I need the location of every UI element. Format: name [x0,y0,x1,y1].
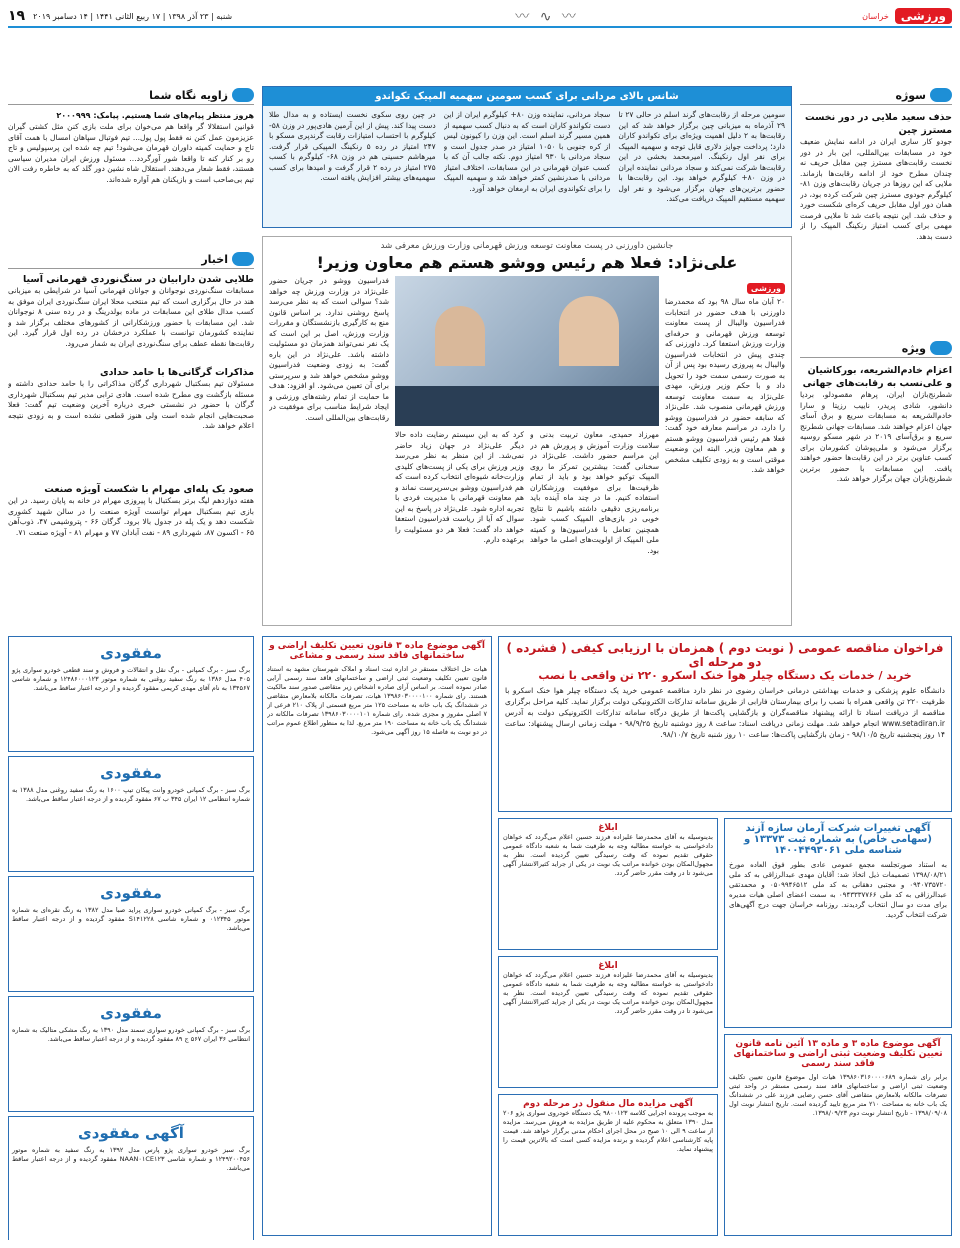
story2-body: شطرنج‌بازان ایران، پرهام مقصودلو، بردیا دانشور، شادی پریدر، ناییب رزیتا و سارا خادم‌الشریعه به مسابقات سریع و برق آسای جهان اعزام خواهند شد. مسابقات جهانی شطرنج سریع و برق‌آسای ۲۰۱۹ در شهر مسکو روسیه برگزار می‌شود و ملی‌پوشان کشورمان برای کسب عناوین برتر در این رقابت‌ها حضور خواهند یافت. این مسابقات با حضور برترین شطرنج‌بازان جهان برگزار خواهد شد. [800,390,952,483]
law-body: برابر رای شماره ۱۳۹۸۶۰۳۱۶۰۰۰۰۶۸۹ هیات اول موضوع قانون تعیین تکلیف وضعیت ثبتی اراضی و ساختمانهای فاقد سند رسمی مستقر در واحد ثبتی تصرفات مالکانه بلامعارض متقاضی آقای حسن رضایی فرزند علی در ششدانگ یک باب خانه به مساحت ۲۱۰ متر مربع تایید گردیده است. تاریخ انتشار نوبت اول ۱۳۹۸/۰۹/۰۸ - تاریخ انتشار نوبت دوم ۱۳۹۸/۰۹/۲۳. [729,1073,947,1117]
tender-body: دانشگاه علوم پزشکی و خدمات بهداشتی درمانی خراسان رضوی در نظر دارد مناقصه عمومی خرید یک دستگاه چیلر هوا خنک اسکرو با ظرفیت ۲۲۰ تن واقعی همراه با نصب را برای بیمارستان فارابی از طریق سامانه تدارکات الکترونیکی دولت برگزار نماید. کلیه مراحل برگزاری مناقصه از دریافت اسناد تا ارائه پیشنهاد مناقصه‌گران و بازگشایی پاکت‌ها از طریق درگاه سامانه تدارکات الکترونیکی دولت به آدرس www.setadiran.ir انجام خواهد شد. مهلت زمانی دریافت اسناد: ساعت ۸ روز دوشنبه تاریخ ۹۸/۹/۲۵ - مهلت زمانی ارسال پیشنهاد: ساعت ۱۴ روز پنجشنبه تاریخ ۹۸/۱۰/۵ - زمان بازگشایی پاکت‌ها: ساعت ۱۰ روز شنبه تاریخ ۹۸/۱۰/۷. [505,686,945,739]
tender-ad [498,636,952,812]
news-body-1: مسابقات سنگ‌نوردی نوجوانان و جوانان قهرمانی آسیا در شرایطی به میزبانی هند در حال برگزاری است که تیم منتخب محلا ایران سنگ‌نوردی ایران موفق به کسب مدال طلای این مسابقات در ماده بولدرینگ و در رده سنی ۸ نوجوانان شد. این مسابقات با حضور ورزشکارانی از کشورهای مختلف برگزار شد و نماینده کشورمان توانست با عملکرد درخشان در رده اول قرار گیرد. این رقابت‌ها نقطه عطف برای سنگ‌نوردی ایران به شمار می‌رود. [8,286,254,348]
lost-title: مفقودی [100,1004,162,1022]
section-icon [232,252,254,266]
news-body-3: هفته دوازدهم لیگ برتر بسکتبال با پیروزی مهرام در خانه به پایان رسید. در این بازی تیم بسکتبال مهرام توانست آویژه صنعت را در سالن شهید کشوری شکست دهد و یک پله در جدول بالا برود. گرگان ۶۶ - پتروشیمی ۴۷، ذوب‌آهن ۶۵ - اکسون ۸۷، شهرداری ۸۹ - نفت آبادان ۷۷ و مهرام ۸۱ - آویژه صنعت ۷۱. [8,496,254,537]
left-column [8,86,254,626]
lost-text: برگ سبز - برگ کمپانی خودرو وانت پیکان تیپ ۱۶۰۰ به رنگ سفید روغنی مدل ۱۳۸۸ به شماره انتظامی ۱۲ ایران ۳۴۵ ب ۶۷ مفقود گردیده و از درجه اعتبار ساقط می‌باشد. [12,786,250,803]
article-kicker: جانشین داورزنی در پست معاونت توسعه ورزش قهرمانی وزارت ورزش معرفی شد [380,241,674,251]
news-title-3: صعود یک پله‌ای مهرام با شکست آویژه صنعت [44,484,254,495]
section-tag-akhbar: اخبار [8,250,254,268]
person-right [559,296,619,366]
article-col3: کرد که به این سیستم رضایت داده حالا دیگر علی‌نژاد در جهان زیاد حاضر نمی‌شد. از این منظر به نظر می‌رسد وزیر ورزش برای یکی از پست‌های کلیدی وزارت‌خانه شیوه‌ای انتخاب کرده است که هم فدراسیون ووشو بی‌سرپرست نماند و هم معاونت قهرمانی با مدیریت فردی با تجربه اداره شود. علی‌نژاد در پاسخ به این سوال که آیا از ریاست فدراسیون استعفا خواهد داد گفت: فعلا هر دو مسئولیت را برعهده دارم. [395,430,524,544]
lost-item-3 [8,876,254,992]
section-icon [232,88,254,102]
article-col1: ۲۰ آبان ماه سال ۹۸ بود که محمدرضا داورزنی با هدف حضور در انتخابات فدراسیون والیبال از پست معاونت توسعه ورزش قهرمانی و حرفه‌ای وزارت ورزش استعفا کرد. داورزنی که چندی پیش در انتخابات فدراسیون والیبال به پیروزی رسیده بود پس از آن به صورت رسمی سمت خود را تحویل داد و با حکم وزیر ورزش، مهدی علی‌نژاد به سمت معاونت توسعه ورزش قهرمانی منصوب شد. علی‌نژاد که سابقه حضور در فدراسیون ووشو را دارد، در مراسم معارفه خود گفت: فعلا هم رئیس فدراسیون ووشو هستم و هم معاون وزیر. البته این وضعیت موقتی است و به زودی تکلیف مشخص خواهد شد. [665,297,785,474]
section-icon [930,88,952,102]
person-left [435,306,485,366]
lost-text: برگ سبز - برگ کمپانی خودرو سواری سمند مدل ۱۳۹۰ به رنگ مشکی متالیک به شماره انتظامی ۳۶ ایران ۵۶۷ ج ۸۹ مفقود گردیده و از درجه اعتبار ساقط می‌باشد. [12,1026,250,1043]
taekwondo-col1: سومین مرحله از رقابت‌های گرند اسلم در حالی ۲۷ تا ۲۹ آذرماه به میزبانی چین برگزار خواهد شد که این رقابت‌ها به ۲ دلیل اهمیت ویژه‌ای برای تکواندو کاران دارد؛ پرداخت جوایز دلاری قابل توجه و سهمیه المپیک برای نفر اول رنکینگ. امیرمحمد بخشی در این رقابت‌ها شرکت نمی‌کند و سجاد مردانی نماینده ایران در وزن ۸۰+ کیلوگرم خواهد بود. این رقابت‌ها با حضور برترین‌های جهان برگزار می‌شود و نفر اول سهمیه مستقیم المپیک دریافت می‌کند. [618,110,785,203]
land-title: آگهی موضوع ماده ۳ قانون تعیین تکلیف اراضی و ساختمانهای فاقد سند رسمی و مشاعی [269,641,485,661]
lost-title: مفقودی [100,884,162,902]
taekwondo-title: شانس بالای مردانی برای کسب سومین سهمیه المپیک تکواندو [263,87,791,106]
law-title: آگهی موضوع ماده ۳ و ماده ۱۳ آئین نامه قانون تعیین تکلیف وضعیت ثبتی اراضی و ساختمانهای فاقد سند رسمی [733,1039,943,1069]
company-ad [724,818,952,1028]
notice-body: بدینوسیله به آقای محمدرضا علیزاده فرزند حسین اعلام می‌گردد که خواهان دادخواستی به خواسته مطالبه وجه به طرفیت شما به شعبه دادگاه عمومی حقوقی تقدیم نموده که وقت رسیدگی تعیین گردیده است. نظر به مجهول‌المکان بودن خوانده مراتب یک نوبت در یکی از جراید کثیرالانتشار آگهی می‌شود تا در وقت مقرر حاضر گردد. [503,833,713,877]
company-title: آگهی تغییرات شرکت آرمان سازه آزند (سهامی خاص) به شماره ثبت ۱۳۳۷۳ و شناسه ملی ۱۴۰۰۴۴۹۳۰۶۱ [744,823,932,856]
company-body: به استناد صورتجلسه مجمع عمومی عادی بطور فوق العاده مورخ ۱۳۹۸/۰۸/۲۱ تصمیمات ذیل اتخاذ شد: آقایان مهدی عبدالرزاقی به کد ملی ۰۹۴۰۷۳۵۷۲۰ و مجتبی دهقانی به کد ملی ۰۵۰۹۹۴۶۵۱۲ و محمدتقی عبدالرزاقی به کد ملی ۰۹۴۳۳۳۷۷۶۶ به سمت اعضای اصلی هیات مدیره برای مدت دو سال انتخاب گردیدند. روزنامه خراسان جهت درج آگهی‌های شرکت انتخاب گردید. [729,861,947,919]
sms-body: قوانین استقلالا گر واقعا هم می‌خوان برای ملت بازی کنن مثل کشتی گیران عزیزمون عمل کنن نه فقط پول پول... تیم فوتبال سپاهان امسال با همت آقای تاج و حمایت کمیته داوران قهرمان می‌شود! تیم چه شده این پرسپولیس و تاج رو بر کنار کنه تا واقعا شور آورگردد... مسئول ورزش ایران مدیران سیاسی هستند، فقط شعار می‌دهند. استقلال شاه نشین دور گلد که به خاطره رفت الان تیم بی‌صاحب است و بازیکنان هم آواره شده‌اند. [8,122,254,184]
article-col4: فدراسیون ووشو در جریان حضور علی‌نژاد در وزارت ورزش چه خواهد شد؟ سوالی است که به نظر می‌رسد پاسخ روشنی ندارد. بر اساس قانون منع به کارگیری بازنشستگان و مقررات وزارت ورزش، اصل بر این است که یک نفر نمی‌تواند همزمان دو مسئولیت داشته باشد. علی‌نژاد در این باره گفت: به زودی وضعیت فدراسیون ووشو مشخص خواهد شد و سرپرستی برای آن تعیین می‌شود. او افزود: هدف ما حمایت از تمام رشته‌های ورزشی و ایجاد شرایط مناسب برای موفقیت در رقابت‌های بین‌المللی است. [269,276,389,422]
lost-special-title: آگهی مفقودی [78,1124,184,1142]
article-title: علی‌نژاد: فعلا هم رئیس ووشو هستم هم معاون وزیر! [316,253,738,272]
brand-logo: ورزشی [895,8,952,24]
notice-title: ابلاغ [598,961,618,971]
story1-body: جودو کار ساری ایران در ادامه نمایش ضعیف خود در مسابقات بین‌المللی، این بار در دور نخست رقابت‌های مسترز چین مقابل حریف نه چندان مطرح خود از ادامه رقابت‌ها بازماند. ملایی که این روزها در جریان رقابت‌های وزن ۸۱- کیلوگرم جودوی مسترز چین شرکت کرده بود، در همان دور اول مقابل حریف کره‌ای شکست خورد و حذف شد. این نتیجه باعث شد تا ملایی فرصت مهمی برای کسب امتیاز رنکینگ المپیک را از دست بدهد. [800,137,952,241]
section-tag-vizhe: ویژه [800,339,952,357]
story2-title: اعزام خادم‌الشریعه، بورکاشیان و علی‌نسب به رقابت‌های جهانی [802,365,952,389]
section-icon [930,341,952,355]
taekwondo-box [262,86,792,228]
article-col2: مهرزاد حمیدی، معاون تربیت بدنی و سلامت وزارت آموزش و پرورش هم در این مراسم حضور داشت. علی‌نژاد در سخنانی گفت: بیشترین تمرکز ما روی المپیک توکیو خواهد بود و باید از تمام ظرفیت‌ها برای موفقیت ورزشکاران استفاده کنیم. ما در چند ماه آینده باید برنامه‌ریزی دقیقی داشته باشیم تا نتایج خوبی در بازی‌های المپیک کسب شود. همچنین تعامل با فدراسیون‌ها و کمیته ملی المپیک از اولویت‌های اصلی ما خواهد بود. [530,430,659,555]
lost-column [8,636,254,1240]
law-ad [724,1034,952,1236]
lost-text: برگ سبز - برگ کمپانی - برگ نقل و انتقالات و فروش و سند قطعی خودرو سواری پژو ۴۰۵ مدل ۱۳۸۶ به رنگ سفید روغنی به شماره موتور ۱۲۴۸۶۰۰۰۱۲۳ و شماره شاسی ۱۳۴۵۶۷ به نام آقای مهدی کریمی مفقود گردیده و از درجه اعتبار ساقط می‌باشد. [12,666,251,692]
lost-title: مفقودی [100,644,162,662]
article-photo [395,276,659,426]
right-column [800,86,952,706]
sms-line: هروز منتظر پیام‌های شما هستیم. پیامک: ۲۰۰۰۹۹۹ [56,111,254,120]
news-body-2: مسئولان تیم بسکتبال شهرداری گرگان مذاکراتی را با حامد حدادی داشته و مسئله بازگشت وی مطرح شده است. هادی ترابی مدیر تیم بسکتبال شهرداری گرگان با حضور در نشستی خبری درباره آخرین وضعیت تیم گفت: فعلا صحبت‌هایی انجام شده است ولی هنوز قطعی نشده است و به زودی نتیجه اعلام خواهد شد. [8,379,254,430]
taekwondo-col2: سجاد مردانی، نماینده وزن ۸۰+ کیلوگرم ایران از این دست تکواندو کاران است که به دنبال کسب سهمیه از همین مسیر گرند اسلم است. این وزن را کیونون لیس از کره جنوبی با ۱۰۵۰ امتیاز در صدر جدول است و سجاد مردانی با ۹۳۰ امتیاز دوم. نکته جالب آن که با کسب عنوان قهرمانی در این مسابقات، اختلاف امتیاز مردانی با صدرنشین کمتر خواهد شد و سهمیه المپیک را برای تکواندوی ایران به ارمغان خواهد آورد. [443,110,611,193]
lost-text: برگ سبز - برگ کمپانی خودرو سواری پراید صبا مدل ۱۳۸۲ به رنگ نقره‌ای به شماره موتور ۰۱۲۳۴۵ و شماره شاسی S۱۴۱۲۲۸ مفقود گردیده و از درجه اعتبار ساقط می‌باشد. [12,906,250,932]
auction-body: به موجب پرونده اجرایی کلاسه ۹۸۰۰۱۲۳ یک دستگاه خودروی سواری پژو ۲۰۶ مدل ۱۳۹۰ متعلق به محکوم علیه از طریق مزایده به فروش می‌رسد. مزایده از ساعت ۹ الی ۱۰ صبح در محل اجرای احکام مدنی برگزار خواهد شد. قیمت پایه کارشناسی اعلام گردیده و برنده مزایده کسی است که بالاترین قیمت را پیشنهاد نماید. [503,1109,713,1153]
land-ad [262,636,492,1236]
tender-title: فراخوان مناقصه عمومی ( نوبت دوم ) همزمان با ارزیابی کیفی ( فشرده ) دو مرحله ای [506,641,944,669]
notice-ad-1 [498,818,718,950]
taekwondo-col3: در چین روی سکوی نخست ایستاده و به مدال طلا دست پیدا کند. پیش از این آرمین هادی‌پور در وزن ۵۸- کیلوگرم با احتساب امتیازات رقابت گرندپری مسکو با ۲۴۷ امتیاز در رده ۵ رنکینگ المپیکی قرار گرفت. میرهاشم حسینی هم در وزن ۶۸- کیلوگرم با کسب ۲۷۵ امتیاز در رده ۲ قرار گرفت و امیدها برای کسب سهمیه‌های بیشتر افزایش یافته است. [268,110,436,182]
header-date: شنبه | ۲۳ آذر ۱۳۹۸ | ۱۷ ربیع الثانی ۱۴۴۱ | ۱۴ دسامبر ۲۰۱۹ [33,11,233,21]
article-badge: ورزشی [747,283,785,294]
notice-title: ابلاغ [598,823,618,833]
auction-ad [498,1094,718,1236]
lost-title: مفقودی [100,764,162,782]
tender-subtitle: خرید / خدمات یک دستگاه چیلر هوا خنک اسکرو ۲۲۰ تن واقعی با نصب [538,669,912,682]
brand-sub: خراسان [862,11,889,21]
news-title-1: طلایی شدن دارابیان در سنگ‌نوردی قهرمانی آسیا [22,274,254,285]
lost-item-4 [8,996,254,1112]
header-signature: 〰 ∿ 〰 [515,9,579,25]
lost-item-2 [8,756,254,872]
auction-title: آگهی مزایده مال منقول در مرحله دوم [523,1099,693,1109]
page-header [8,6,952,28]
story1-title: حذف سعید ملایی در دور نخست مسترز چین [805,112,952,136]
section-tag-zavie: زاویه نگاه شما [8,86,254,104]
lost-text: برگ سبز خودرو سواری پژو پارس مدل ۱۳۹۲ به رنگ سفید به شماره موتور ۱۲۴۹۲۰۰۴۵۶ و شماره شاسی NAAN۰۱CE۱۲۳ مفقود گردیده و از درجه اعتبار ساقط می‌باشد. [12,1146,250,1172]
news-title-2: مذاکرات گرگانی‌ها با حامد حدادی [99,367,254,378]
land-body: هیات حل اختلاف مستقر در اداره ثبت اسناد و املاک شهرستان مشهد به استناد قانون تعیین تکلیف وضعیت ثبتی اراضی و ساختمانهای فاقد سند رسمی آرایی صادر نموده است. بر اساس آرای صادره اشخاص زیر متقاضی صدور سند مالکیت هستند. رای شماره ۱۳۹۸۶۰۳۰۰۰۰۱۰۰ هیات، تصرفات مالکانه بلامعارض متقاضی در ششدانگ یک باب خانه به مساحت ۱۲۵ متر مربع قسمتی از پلاک ۲۱۰ فرعی از ۷ اصلی مفروز و مجزی شده. رای شماره ۱۳۹۸۶۰۳۰۰۰۰۱۰۱ تصرفات مالکانه در ششدانگ یک باب خانه به مساحت ۱۹۰ متر مربع. لذا به منظور اطلاع عموم مراتب در دو نوبت به فاصله ۱۵ روز آگهی می‌شود. [267,665,487,736]
microphones [395,386,659,426]
notice-body: بدینوسیله به آقای محمدرضا علیزاده فرزند حسین اعلام می‌گردد که خواهان دادخواستی به خواسته مطالبه وجه به طرفیت شما به شعبه دادگاه عمومی حقوقی تقدیم نموده که وقت رسیدگی تعیین گردیده است. نظر به مجهول‌المکان بودن خوانده مراتب یک نوبت در یکی از جراید کثیرالانتشار آگهی می‌شود تا در وقت مقرر حاضر گردد. [503,971,713,1015]
section-tag-sozhe: سوژه [800,86,952,104]
lost-item-5 [8,1116,254,1240]
notice-ad-2 [498,956,718,1088]
page-number: ۱۹ [8,8,26,24]
main-article [262,236,792,626]
lost-item-1 [8,636,254,752]
